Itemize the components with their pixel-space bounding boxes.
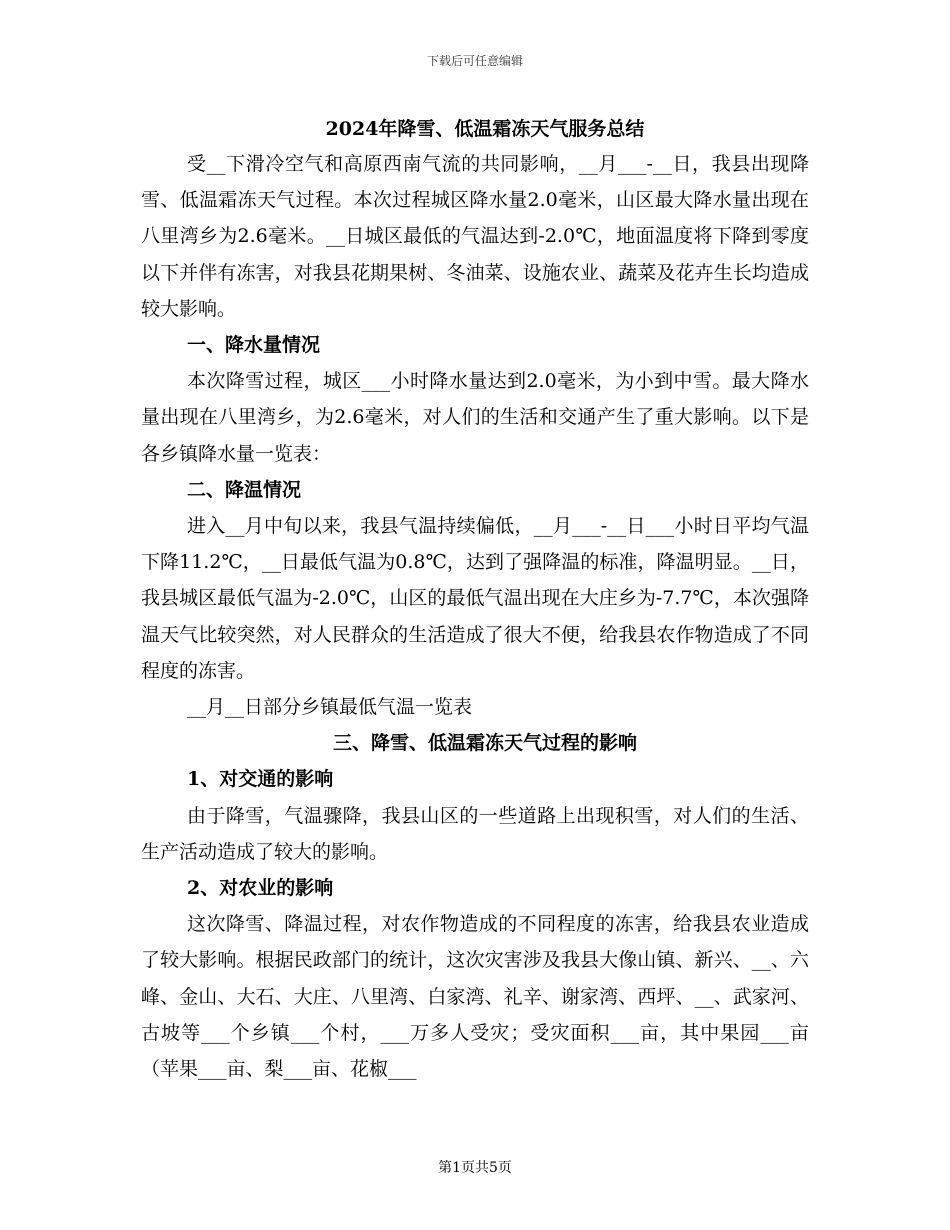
section-heading-precipitation: 一、降水量情况 (187, 334, 321, 357)
intro-paragraph: 受__下滑冷空气和高原西南气流的共同影响，__月___-__日，我县出现降雪、低温霜冻天气过程。本次过程城区降水量2.0毫米，山区最大降水量出现在八里湾乡为2.6毫米。__日城区最低的气温达到-2.0℃，地面温度将下降到零度以下并伴有冻害，对我县花期果树、冬油菜、设施农业、蔬菜及花卉生长均造成较大影响。 (141, 153, 809, 320)
cooling-paragraph: 进入__月中旬以来，我县气温持续偏低，__月___-__日___小时日平均气温下降11.2℃，__日最低气温为0.8℃，达到了强降温的标准，降温明显。__日，我县城区最低气温为-2.0℃，山区的最低气温出现在大庄乡为-7.7℃，本次强降温天气比较突然，对人民群众的生活造成了很大不便，给我县农作物造成了不同程度的冻害。 (141, 515, 809, 682)
section-heading-cooling: 二、降温情况 (187, 478, 302, 501)
agriculture-paragraph: 这次降雪、降温过程，对农作物造成的不同程度的冻害，给我县农业造成了较大影响。根据民政部门的统计，这次灾害涉及我县大像山镇、新兴、__、六峰、金山、大石、大庄、八里湾、白家湾、礼辛、谢家湾、西坪、__、武家河、古坡等___个乡镇___个村，___万多人受灾；受灾面积___亩，其中果园___亩（苹果___亩、梨___亩、花椒___ (141, 913, 809, 1081)
page-header: 下载后可任意编辑 (426, 54, 523, 68)
table-caption-min-temp: __月__日部分乡镇最低气温一览表 (187, 696, 473, 719)
subsection-heading-traffic: 1、对交通的影响 (187, 768, 334, 791)
document-title: 2024年降雪、低温霜冻天气服务总结 (325, 118, 645, 140)
traffic-paragraph: 由于降雪，气温骤降，我县山区的一些道路上出现积雪，对人们的生活、生产活动造成了较大的影响。 (141, 804, 809, 863)
page-footer: 第1页共5页 (438, 1160, 512, 1176)
precipitation-paragraph: 本次降雪过程，城区___小时降水量达到2.0毫米，为小到中雪。最大降水量出现在八里湾乡，为2.6毫米，对人们的生活和交通产生了重大影响。以下是各乡镇降水量一览表： (141, 370, 809, 465)
section-heading-impact: 三、降雪、低温霜冻天气过程的影响 (332, 732, 637, 755)
subsection-heading-agriculture: 2、对农业的影响 (187, 877, 334, 900)
document-body (141, 112, 809, 1087)
